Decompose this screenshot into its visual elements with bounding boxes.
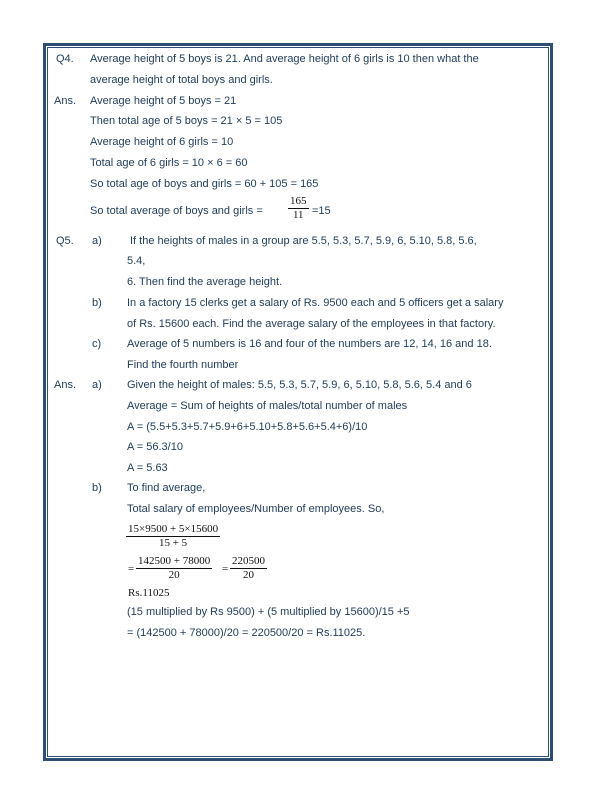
q4-answer-line: Average height of 5 boys = 21 [90,95,237,107]
q5-b-line2: of Rs. 15600 each. Find the average salary of the employees in that factory. [127,318,496,330]
q5-a-line3: 6. Then find the average height. [127,276,283,288]
ans5-a-line: A = 5.63 [127,462,168,474]
q4-label: Q4. [56,53,74,65]
q5-c-label: c) [92,338,102,350]
ans5-b-line: Total salary of employees/Number of employees. So, [127,503,385,515]
ans5-a-line: A = (5.5+5.3+5.7+5.9+6+5.10+5.8+5.6+5.4+6)/10 [127,421,368,433]
q4-answer-line: Total age of 6 girls = 10 × 6 = 60 [90,157,248,169]
salary-fraction-2 [136,555,212,582]
q5-a-label: a) [92,235,102,247]
fraction-denominator: 15 + 5 [158,537,188,549]
q4-answer-line: Then total age of 5 boys = 21 × 5 = 105 [90,115,283,127]
ans5-a-line: Given the height of males: 5.5, 5.3, 5.7, 5.9, 6, 5.10, 5.8, 5.6, 5.4 and 6 [127,379,472,391]
ans5-a-label: a) [92,379,102,391]
ans5-b-line: To find average, [127,482,206,494]
q4-answer-label: Ans. [54,95,77,107]
q5-b-label: b) [92,297,102,309]
ans5-a-line: A = 56.3/10 [127,441,183,453]
q4-answer-line: Average height of 6 girls = 10 [90,136,234,148]
q5-a-line1: If the heights of males in a group are 5.5, 5.3, 5.7, 5.9, 6, 5.10, 5.8, 5.6, [130,235,477,247]
q4-average-result: =15 [312,205,331,217]
q4-answer-line: So total age of boys and girls = 60 + 105 = 165 [90,178,319,190]
ans5-b-label: b) [92,482,102,494]
salary-fraction-1 [126,523,220,550]
q5-label: Q5. [56,235,74,247]
q5-a-line2: 5.4, [127,255,146,267]
q5-b-line1: In a factory 15 clerks get a salary of Rs. 9500 each and 5 officers get a salary [127,297,504,309]
salary-result: Rs.11025 [128,587,170,599]
q4-average-text: So total average of boys and girls = [90,205,263,217]
salary-fraction-3 [230,555,267,582]
ans5-b-tail-line: (15 multiplied by Rs 9500) + (5 multiplied by 15600)/15 +5 [127,606,410,618]
fraction-numerator: 15×9500 + 5×15600 [128,523,219,535]
q4-question-line2: average height of total boys and girls. [90,74,273,86]
q5-c-line1: Average of 5 numbers is 16 and four of the numbers are 12, 14, 16 and 18. [127,338,492,350]
fraction-numerator: 142500 + 78000 [138,555,211,567]
fraction-numerator: 165 [290,195,307,207]
fraction-numerator: 220500 [232,555,265,567]
ans5-label: Ans. [54,379,77,391]
q4-average-fraction [288,195,309,222]
ans5-a-line: Average = Sum of heights of males/total number of males [127,400,408,412]
q5-c-line2: Find the fourth number [127,359,239,371]
ans5-b-tail-line: = (142500 + 78000)/20 = 220500/20 = Rs.11025. [127,627,366,639]
equals-sign: = [128,563,135,575]
fraction-denominator: 20 [168,569,180,581]
q4-question-line1: Average height of 5 boys is 21. And average height of 6 girls is 10 then what the [90,53,479,65]
fraction-denominator: 11 [292,209,304,221]
equals-sign: = [222,563,229,575]
fraction-denominator: 20 [243,569,254,581]
